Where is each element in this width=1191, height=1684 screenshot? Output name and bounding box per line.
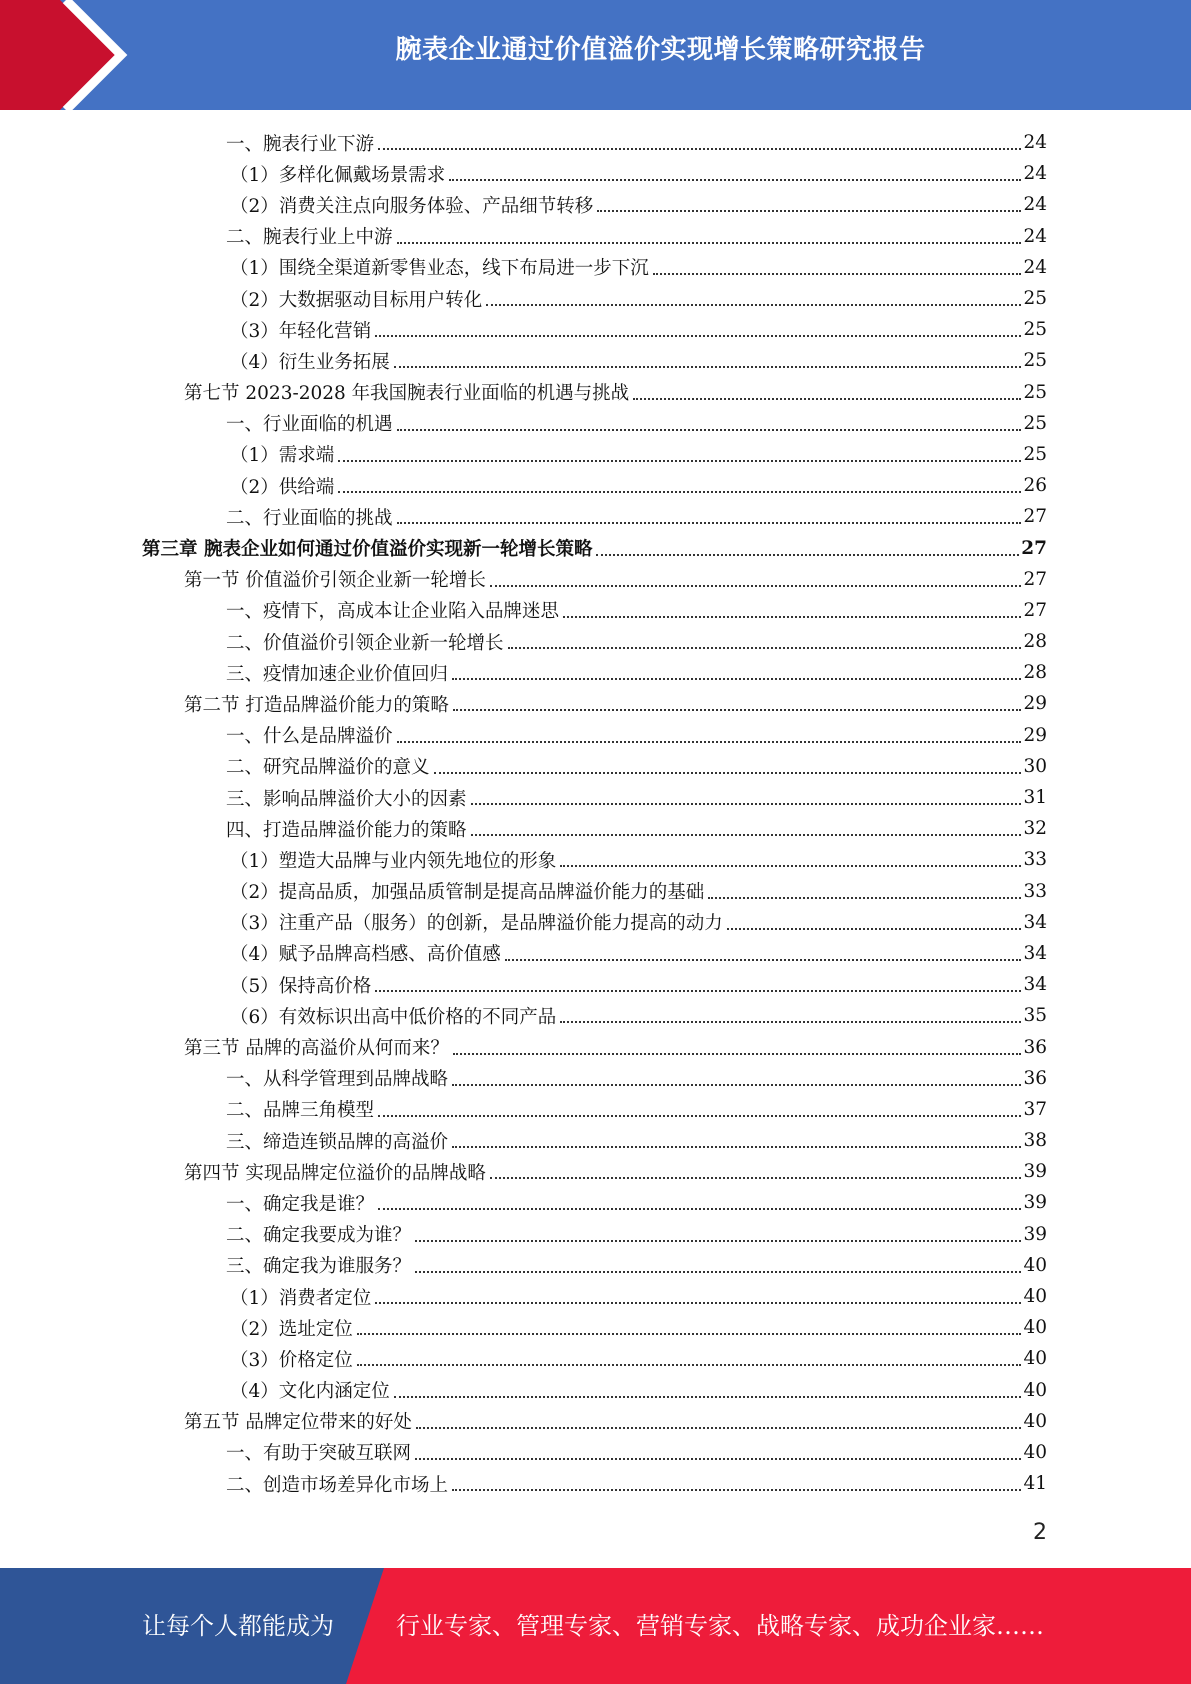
toc-dot-leader	[453, 708, 1022, 711]
toc-entry[interactable]	[0, 283, 1191, 314]
toc-entry[interactable]	[0, 1094, 1191, 1125]
toc-entry-title: （4）衍生业务拓展	[230, 351, 390, 373]
toc-dot-leader	[508, 646, 1022, 649]
toc-entry[interactable]	[0, 1312, 1191, 1343]
toc-entry-page: 25	[1023, 350, 1047, 372]
toc-entry-page: 27	[1023, 568, 1047, 590]
toc-dot-leader	[397, 740, 1022, 743]
toc-entry[interactable]	[0, 1156, 1191, 1187]
toc-entry-title: 一、什么是品牌溢价	[226, 726, 393, 748]
toc-entry-title: （4）赋予品牌高档感、高价值感	[230, 944, 501, 966]
toc-entry-title: 二、腕表行业上中游	[226, 227, 393, 249]
toc-entry[interactable]	[0, 158, 1191, 189]
toc-entry-page: 36	[1023, 1036, 1047, 1058]
toc-entry[interactable]	[0, 1281, 1191, 1312]
toc-entry-page: 24	[1023, 132, 1047, 154]
toc-entry[interactable]	[0, 314, 1191, 345]
toc-entry-title: （1）多样化佩戴场景需求	[230, 164, 446, 186]
page-number: 2	[1033, 1520, 1047, 1545]
toc-dot-leader	[338, 490, 1021, 493]
toc-entry-page: 29	[1023, 724, 1047, 746]
toc-dot-leader	[375, 334, 1021, 337]
toc-entry[interactable]	[0, 1250, 1191, 1281]
toc-dot-leader	[727, 927, 1022, 930]
toc-entry-title: （3）注重产品（服务）的创新，是品牌溢价能力提高的动力	[230, 913, 723, 935]
toc-entry-title: 第三节 品牌的高溢价从何而来？	[184, 1038, 449, 1060]
toc-entry-page: 40	[1023, 1410, 1047, 1432]
document-title: 腕表企业通过价值溢价实现增长策略研究报告	[395, 35, 926, 65]
toc-entry-page: 26	[1023, 475, 1047, 497]
toc-entry-title: 三、确定我为谁服务？	[226, 1256, 412, 1278]
toc-entry-title: （2）消费关注点向服务体验、产品细节转移	[230, 195, 594, 217]
toc-entry-page: 27	[1023, 506, 1047, 528]
toc-entry[interactable]	[0, 876, 1191, 907]
toc-entry-page: 28	[1023, 662, 1047, 684]
toc-entry[interactable]	[0, 439, 1191, 470]
toc-entry-page: 41	[1023, 1473, 1047, 1495]
toc-entry-title: 第五节 品牌定位带来的好处	[184, 1412, 412, 1434]
toc-entry-title: 一、疫情下，高成本让企业陷入品牌迷思	[226, 601, 560, 623]
toc-dot-leader	[471, 802, 1022, 805]
footer-slogan-right: 行业专家、管理专家、营销专家、战略专家、成功企业家……	[396, 1612, 1044, 1640]
toc-entry-page: 25	[1023, 381, 1047, 403]
header-chevron-decoration	[0, 0, 160, 110]
toc-entry[interactable]	[0, 657, 1191, 688]
toc-entry-page: 35	[1023, 1005, 1047, 1027]
toc-entry-title: （2）提高品质，加强品质管制是提高品牌溢价能力的基础	[230, 882, 705, 904]
toc-entry[interactable]	[0, 221, 1191, 252]
toc-dot-leader	[394, 1395, 1022, 1398]
toc-entry-title: （1）需求端	[230, 445, 335, 467]
toc-dot-leader	[415, 1457, 1021, 1460]
toc-dot-leader	[394, 365, 1022, 368]
toc-entry-title: 一、从科学管理到品牌战略	[226, 1069, 449, 1091]
toc-entry-page: 34	[1023, 974, 1047, 996]
toc-entry[interactable]	[0, 595, 1191, 626]
toc-entry[interactable]	[0, 252, 1191, 283]
toc-entry[interactable]	[0, 782, 1191, 813]
toc-dot-leader	[357, 1363, 1022, 1366]
toc-entry-page: 40	[1023, 1254, 1047, 1276]
toc-entry[interactable]	[0, 408, 1191, 439]
toc-entry-page: 29	[1023, 693, 1047, 715]
toc-entry-page: 28	[1023, 631, 1047, 653]
toc-entry-page: 25	[1023, 319, 1047, 341]
toc-entry-page: 40	[1023, 1348, 1047, 1370]
toc-dot-leader	[486, 303, 1021, 306]
toc-entry[interactable]	[0, 377, 1191, 408]
toc-dot-leader	[471, 833, 1022, 836]
toc-entry[interactable]	[0, 1343, 1191, 1374]
toc-dot-leader	[378, 147, 1021, 150]
toc-entry-title: （1）围绕全渠道新零售业态，线下布局进一步下沉	[230, 258, 649, 280]
toc-dot-leader	[338, 459, 1021, 462]
toc-entry-title: 二、品牌三角模型	[226, 1100, 375, 1122]
toc-entry[interactable]	[0, 1187, 1191, 1218]
toc-entry-page: 27	[1021, 537, 1047, 559]
toc-dot-leader	[653, 272, 1022, 275]
toc-entry[interactable]	[0, 1063, 1191, 1094]
toc-entry-page: 27	[1023, 599, 1047, 621]
toc-entry-page: 40	[1023, 1379, 1047, 1401]
toc-entry[interactable]	[0, 189, 1191, 220]
toc-entry[interactable]	[0, 501, 1191, 532]
toc-entry-page: 39	[1023, 1192, 1047, 1214]
toc-entry-page: 31	[1023, 787, 1047, 809]
toc-entry-title: 三、缔造连锁品牌的高溢价	[226, 1131, 449, 1153]
toc-entry-title: （5）保持高价格	[230, 975, 372, 997]
toc-entry[interactable]	[0, 813, 1191, 844]
toc-entry-title: （2）大数据驱动目标用户转化	[230, 289, 483, 311]
toc-dot-leader	[453, 1052, 1022, 1055]
toc-entry-title: 第四节 实现品牌定位溢价的品牌战略	[184, 1162, 486, 1184]
toc-entry-page: 24	[1023, 225, 1047, 247]
toc-entry[interactable]	[0, 751, 1191, 782]
toc-entry-page: 34	[1023, 911, 1047, 933]
toc-entry-title: 二、创造市场差异化市场上	[226, 1474, 449, 1496]
toc-entry-title: （1）消费者定位	[230, 1287, 372, 1309]
toc-dot-leader	[375, 1301, 1021, 1304]
toc-entry-page: 40	[1023, 1286, 1047, 1308]
toc-entry-title: （2）选址定位	[230, 1318, 353, 1340]
toc-dot-leader	[560, 864, 1021, 867]
toc-dot-leader	[490, 584, 1022, 587]
toc-entry[interactable]	[0, 688, 1191, 719]
toc-entry-page: 24	[1023, 163, 1047, 185]
toc-entry-title: （3）价格定位	[230, 1349, 353, 1371]
toc-dot-leader	[563, 615, 1021, 618]
toc-entry[interactable]	[0, 1125, 1191, 1156]
toc-dot-leader	[378, 1207, 1021, 1210]
toc-entry-page: 33	[1023, 880, 1047, 902]
toc-entry[interactable]	[0, 1375, 1191, 1406]
toc-entry[interactable]	[0, 1406, 1191, 1437]
toc-entry-title: 二、价值溢价引领企业新一轮增长	[226, 632, 504, 654]
toc-dot-leader	[378, 1114, 1021, 1117]
footer-banner	[0, 1568, 1191, 1684]
toc-entry[interactable]	[0, 1219, 1191, 1250]
toc-entry-page: 39	[1023, 1223, 1047, 1245]
toc-dot-leader	[490, 1176, 1022, 1179]
toc-entry-page: 38	[1023, 1130, 1047, 1152]
toc-entry[interactable]	[0, 844, 1191, 875]
toc-dot-leader	[596, 553, 1019, 556]
toc-entry-title: 第二节 打造品牌溢价能力的策略	[184, 694, 449, 716]
toc-entry-title: （4）文化内涵定位	[230, 1381, 390, 1403]
toc-entry-title: 第一节 价值溢价引领企业新一轮增长	[184, 570, 486, 592]
toc-dot-leader	[452, 1145, 1021, 1148]
toc-dot-leader	[434, 771, 1022, 774]
toc-entry-title: 第三章 腕表企业如何通过价值溢价实现新一轮增长策略	[142, 539, 593, 561]
toc-entry-title: 二、行业面临的挑战	[226, 507, 393, 529]
toc-entry-title: （2）供给端	[230, 476, 335, 498]
toc-entry-page: 33	[1023, 849, 1047, 871]
toc-dot-leader	[633, 397, 1021, 400]
toc-entry[interactable]	[0, 1031, 1191, 1062]
toc-dot-leader	[452, 677, 1021, 680]
toc-dot-leader	[397, 428, 1022, 431]
table-of-contents	[0, 127, 1191, 1499]
toc-entry[interactable]	[0, 564, 1191, 595]
toc-entry-page: 37	[1023, 1098, 1047, 1120]
toc-entry-title: 一、行业面临的机遇	[226, 414, 393, 436]
toc-entry-page: 25	[1023, 288, 1047, 310]
toc-dot-leader	[397, 521, 1022, 524]
toc-entry-title: 二、确定我要成为谁？	[226, 1225, 412, 1247]
toc-entry[interactable]	[0, 532, 1191, 563]
toc-entry[interactable]	[0, 626, 1191, 657]
toc-entry-title: （1）塑造大品牌与业内领先地位的形象	[230, 850, 557, 872]
toc-dot-leader	[357, 1332, 1022, 1335]
header-banner	[0, 0, 1191, 110]
toc-dot-leader	[560, 1020, 1021, 1023]
toc-entry[interactable]	[0, 938, 1191, 969]
toc-entry[interactable]	[0, 1437, 1191, 1468]
toc-entry[interactable]	[0, 345, 1191, 376]
toc-entry-page: 24	[1023, 256, 1047, 278]
toc-dot-leader	[708, 896, 1021, 899]
toc-entry[interactable]	[0, 907, 1191, 938]
toc-entry-page: 40	[1023, 1441, 1047, 1463]
toc-entry[interactable]	[0, 720, 1191, 751]
toc-entry-page: 30	[1023, 755, 1047, 777]
toc-dot-leader	[449, 178, 1021, 181]
toc-dot-leader	[415, 1239, 1021, 1242]
toc-dot-leader	[415, 1270, 1021, 1273]
toc-entry-title: 一、确定我是谁？	[226, 1193, 375, 1215]
toc-entry[interactable]	[0, 127, 1191, 158]
toc-entry-page: 40	[1023, 1317, 1047, 1339]
toc-entry-page: 24	[1023, 194, 1047, 216]
toc-entry[interactable]	[0, 1468, 1191, 1499]
toc-entry-page: 36	[1023, 1067, 1047, 1089]
toc-entry-title: 一、有助于突破互联网	[226, 1443, 412, 1465]
toc-entry[interactable]	[0, 969, 1191, 1000]
toc-entry-title: 一、腕表行业下游	[226, 133, 375, 155]
toc-dot-leader	[375, 989, 1021, 992]
toc-entry-title: 三、疫情加速企业价值回归	[226, 663, 449, 685]
toc-entry-title: 三、影响品牌溢价大小的因素	[226, 788, 467, 810]
toc-dot-leader	[505, 958, 1022, 961]
toc-entry-title: （3）年轻化营销	[230, 320, 372, 342]
toc-entry-page: 25	[1023, 412, 1047, 434]
toc-dot-leader	[416, 1426, 1022, 1429]
toc-entry-page: 32	[1023, 818, 1047, 840]
toc-entry-title: （6）有效标识出高中低价格的不同产品	[230, 1006, 557, 1028]
toc-dot-leader	[397, 241, 1022, 244]
footer-slogan-left: 让每个人都能成为	[142, 1612, 334, 1640]
toc-entry-title: 四、打造品牌溢价能力的策略	[226, 819, 467, 841]
toc-entry-page: 34	[1023, 942, 1047, 964]
toc-dot-leader	[452, 1488, 1021, 1491]
toc-entry[interactable]	[0, 470, 1191, 501]
toc-dot-leader	[597, 209, 1021, 212]
toc-dot-leader	[452, 1083, 1021, 1086]
toc-entry-title: 二、研究品牌溢价的意义	[226, 757, 430, 779]
toc-entry-page: 25	[1023, 443, 1047, 465]
toc-entry-page: 39	[1023, 1161, 1047, 1183]
toc-entry[interactable]	[0, 1000, 1191, 1031]
toc-entry-title: 第七节 2023-2028 年我国腕表行业面临的机遇与挑战	[184, 383, 630, 405]
